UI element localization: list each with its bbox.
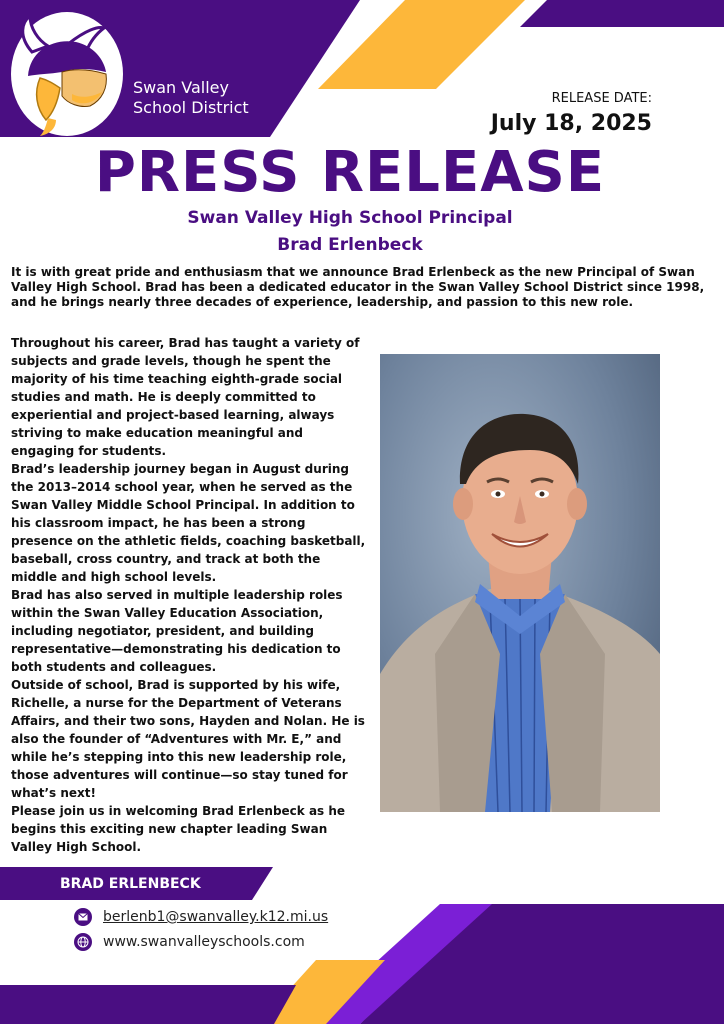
principal-portrait: [380, 354, 660, 812]
email-icon: [74, 908, 92, 926]
release-date-label: RELEASE DATE:: [551, 91, 652, 106]
globe-icon: [74, 933, 92, 951]
body-paragraph: Brad has also served in multiple leadership roles within the Swan Valley Education Association, including negotiator, president, and building representative—demonstrating his dedication to both students and colleagues.: [11, 588, 343, 674]
page-title: PRESS RELEASE: [94, 140, 606, 205]
body-paragraph: Please join us in welcoming Brad Erlenbeck as he begins this exciting new chapter leading Swan Valley High School.: [11, 804, 346, 854]
district-logo: [10, 8, 124, 138]
header-right-bar: [520, 0, 724, 27]
district-name-line1: Swan Valley: [133, 78, 229, 97]
subtitle-line1: Swan Valley High School Principal: [187, 208, 513, 228]
email-link[interactable]: berlenb1@swanvalley.k12.mi.us: [103, 909, 329, 925]
body-paragraph: Brad’s leadership journey began in August during the 2013–2014 school year, when he served as the Swan Valley Middle School Principal. In addition to his classroom impact, he has been a strong presence on the athletic fields, coaching basketball, baseball, cross country, and track at both the middle and high school levels.: [11, 462, 366, 584]
body-paragraph: Throughout his career, Brad has taught a variety of subjects and grade levels, though he spent the majority of his time teaching eighth-grade social studies and math. He is deeply committed to experiential and project-based learning, always striving to make education meaningful and engaging for students.: [11, 336, 360, 458]
district-name-line2: School District: [133, 98, 249, 117]
contact-website-row: [74, 933, 305, 951]
release-date: July 18, 2025: [490, 111, 652, 136]
body-text: [11, 334, 366, 856]
contact-name: BRAD ERLENBECK: [60, 876, 201, 892]
body-paragraph: Outside of school, Brad is supported by his wife, Richelle, a nurse for the Department of Veterans Affairs, and their two sons, Hayden and Nolan. He is also the founder of “Adventures with Mr. E,” and while he’s stepping into this new leadership role, those adventures will continue—so stay tuned for what’s next!: [11, 678, 365, 800]
footer-purple-left: [0, 985, 296, 1024]
district-name: [133, 78, 249, 118]
subtitle-line2: Brad Erlenbeck: [277, 235, 423, 255]
contact-email-row: [74, 908, 328, 926]
website-link[interactable]: www.swanvalleyschools.com: [103, 934, 305, 950]
intro-paragraph: It is with great pride and enthusiasm that we announce Brad Erlenbeck as the new Principal of Swan Valley High School. Brad has been a dedicated educator in the Swan Valley School District since 1998, and he brings nearly three decades of experience, leadership, and passion to this new role.: [11, 265, 705, 309]
